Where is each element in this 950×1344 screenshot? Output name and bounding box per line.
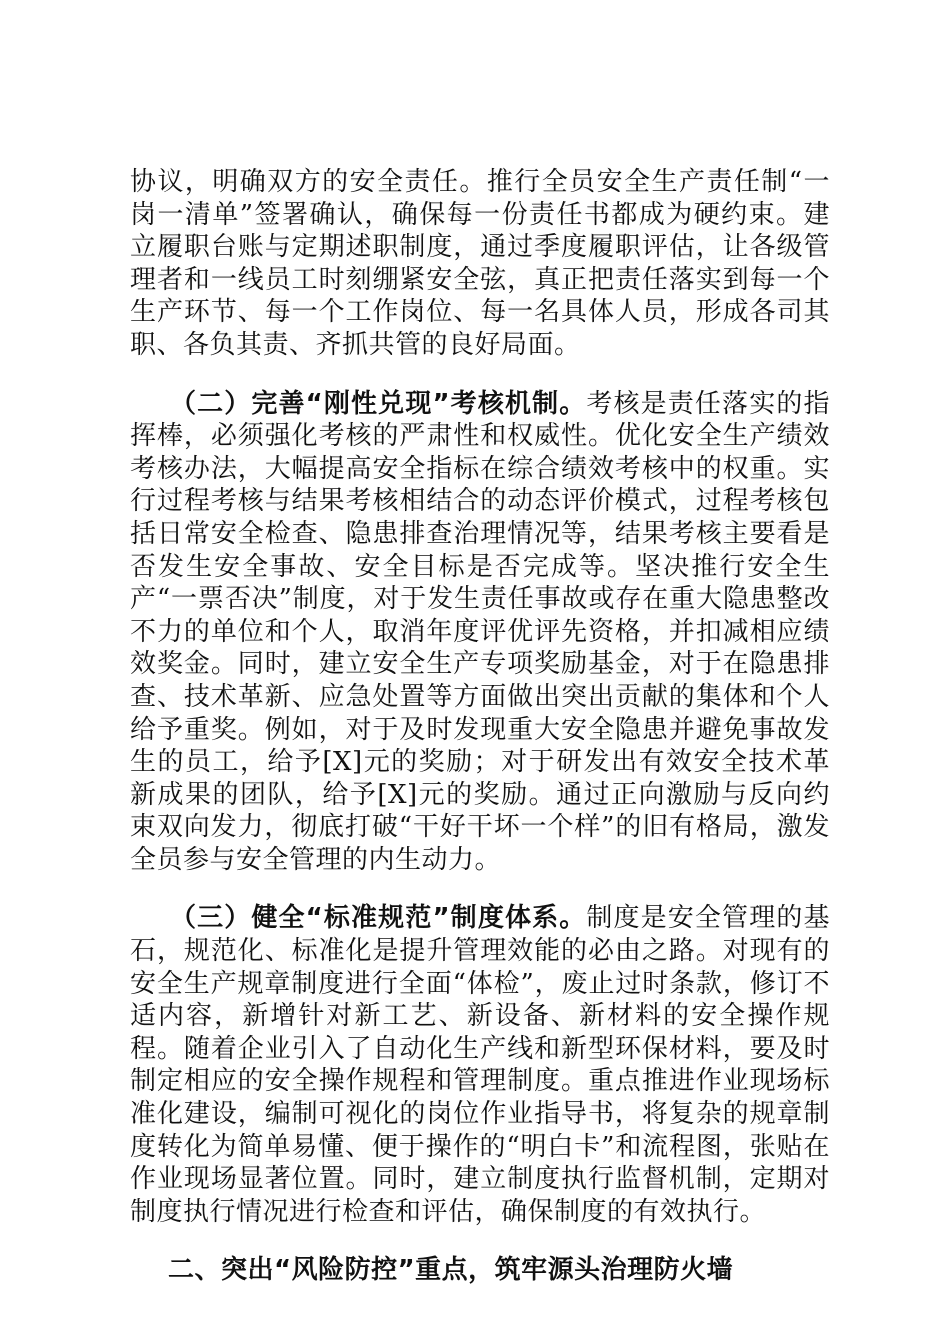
paragraph-assessment bbox=[130, 388, 830, 877]
paragraph-standards bbox=[130, 902, 830, 1228]
paragraph-lead-heading: （三）健全“标准规范”制度体系。 bbox=[170, 903, 587, 934]
paragraph-text: 考核是责任落实的指挥棒，必须强化考核的严肃性和权威性。优化安全生产绩效考核办法，大幅提高安全指标在综合绩效考核中的权重。实行过程考核与结果考核相结合的动态评价模式，过程考核包括日常安全检查、隐患排查治理情况等，结果考核主要看是否发生安全事故、安全目标是否完成等。坚决推行安全生产“一票否决”制度，对于发生责任事故或存在重大隐患整改不力的单位和个人，取消年度评优评先资格，并扣减相应绩效奖金。同时，建立安全生产专项奖励基金，对于在隐患排查、技术革新、应急处置等方面做出突出贡献的集体和个人给予重奖。例如，对于及时发现重大安全隐患并避免事故发生的员工，给予[X]元的奖励；对于研发出有效安全技术革新成果的团队，给予[X]元的奖励。通过正向激励与反向约束双向发力，彻底打破“干好干坏一个样”的旧有格局，激发全员参与安全管理的内生动力。 bbox=[130, 388, 830, 875]
paragraph-text: 制度是安全管理的基石，规范化、标准化是提升管理效能的必由之路。对现有的安全生产规章制度进行全面“体检”，废止过时条款，修订不适内容，新增针对新工艺、新设备、新材料的安全操作规程。随着企业引入了自动化生产线和新型环保材料，要及时制定相应的安全操作规程和管理制度。重点推进作业现场标准化建设，编制可视化的岗位作业指导书，将复杂的规章制度转化为简单易懂、便于操作的“明白卡”和流程图，张贴在作业现场显著位置。同时，建立制度执行监督机制，定期对制度执行情况进行检查和评估，确保制度的有效执行。 bbox=[130, 903, 830, 1227]
paragraph-text: 协议，明确双方的安全责任。推行全员安全生产责任制“一岗一清单”签署确认，确保每一份责任书都成为硬约束。建立履职台账与定期述职制度，通过季度履职评估，让各级管理者和一线员工时刻绷紧安全弦，真正把责任落实到每一个生产环节、每一个工作岗位、每一名具体人员，形成各司其职、各负其责、齐抓共管的良好局面。 bbox=[130, 167, 830, 360]
paragraph-lead-heading: （二）完善“刚性兑现”考核机制。 bbox=[170, 388, 587, 419]
paragraph-responsibility bbox=[130, 166, 830, 362]
section-heading: 二、突出“风险防控”重点，筑牢源头治理防火墙 bbox=[168, 1255, 734, 1286]
document-page bbox=[130, 166, 830, 1287]
